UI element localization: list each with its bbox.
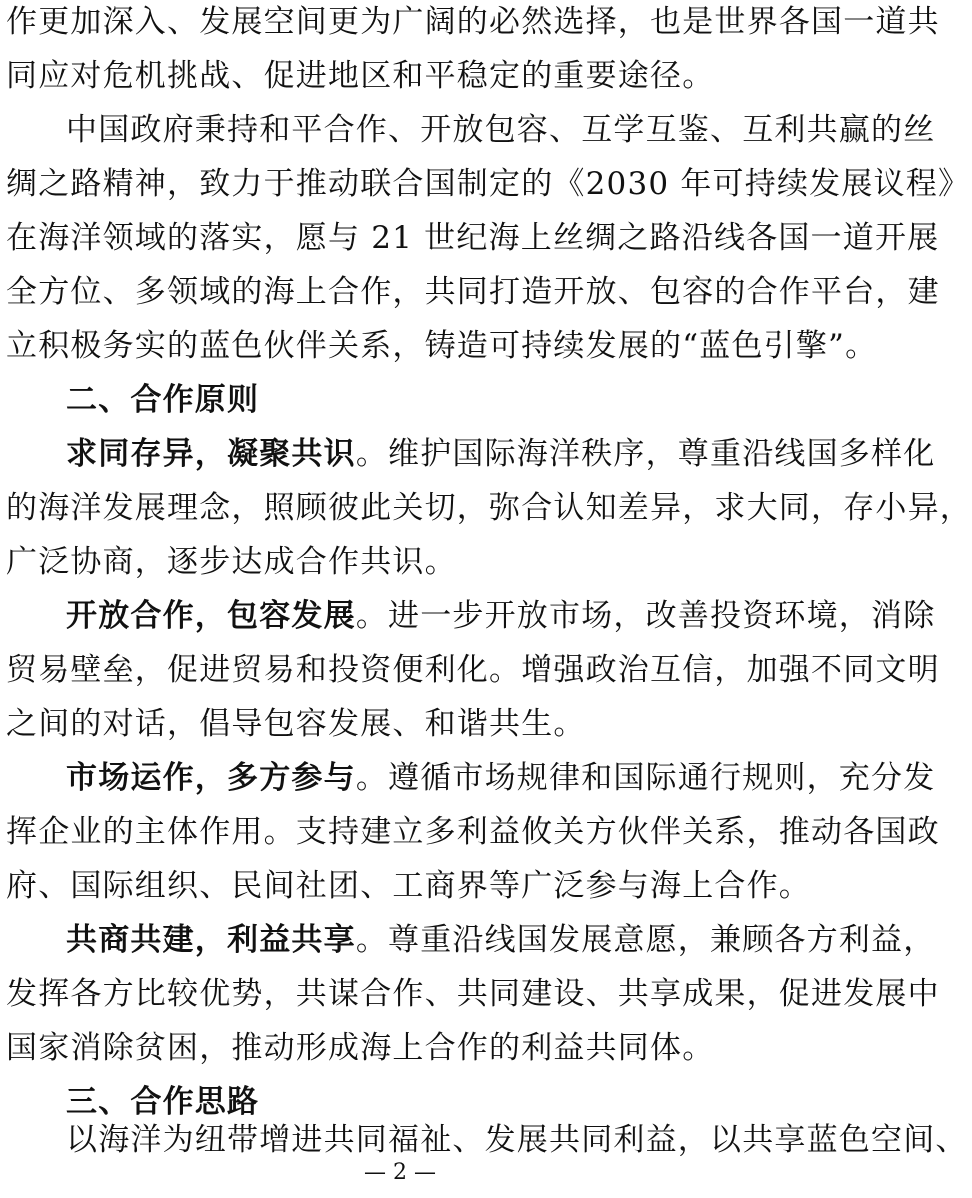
paragraph-line: 的海洋发展理念，照顾彼此关切，弥合认知差异，求大同，存小异，: [6, 490, 972, 526]
paragraph-text: 。遵循市场规律和国际通行规则，充分发: [355, 760, 936, 796]
paragraph-lead: 市场运作，多方参与: [66, 760, 356, 796]
paragraph-lead: 共商共建，利益共享: [66, 922, 356, 958]
paragraph-line: 绸之路精神，致力于推动联合国制定的《2030 年可持续发展议程》: [6, 166, 971, 202]
paragraph-line: 同应对危机挑战、促进地区和平稳定的重要途径。: [6, 58, 715, 94]
paragraph-line: 之间的对话，倡导包容发展、和谐共生。: [6, 706, 586, 742]
paragraph-line: 立积极务实的蓝色伙伴关系，铸造可持续发展的“蓝色引擎”。: [6, 328, 878, 364]
paragraph-line: 贸易壁垒，促进贸易和投资便利化。增强政治互信，加强不同文明: [6, 652, 940, 688]
paragraph-line: [66, 920, 936, 960]
paragraph-line: 在海洋领域的落实，愿与 21 世纪海上丝绸之路沿线各国一道开展: [6, 220, 940, 256]
paragraph-line: 发挥各方比较优势，共谋合作、共同建设、共享成果，促进发展中: [6, 976, 940, 1012]
page-number: — 2 —: [364, 1160, 436, 1185]
paragraph-line: [66, 434, 936, 474]
paragraph-line: 以海洋为纽带增进共同福祉、发展共同利益，以共享蓝色空间、: [66, 1122, 968, 1158]
paragraph-line: 广泛协商，逐步达成合作共识。: [6, 544, 457, 580]
paragraph-text: 。尊重沿线国发展意愿，兼顾各方利益，: [355, 922, 936, 958]
paragraph-text: 。维护国际海洋秩序，尊重沿线国多样化: [355, 436, 936, 472]
paragraph-line: 府、国际组织、民间社团、工商界等广泛参与海上合作。: [6, 868, 811, 904]
paragraph-line: 挥企业的主体作用。支持建立多利益攸关方伙伴关系，推动各国政: [6, 814, 940, 850]
paragraph-lead: 求同存异，凝聚共识: [66, 436, 356, 472]
section-heading: 三、合作思路: [66, 1084, 260, 1120]
section-heading: 二、合作原则: [66, 382, 260, 418]
paragraph-line: 中国政府秉持和平合作、开放包容、互学互鉴、互利共赢的丝: [66, 112, 936, 148]
paragraph-line: 全方位、多领域的海上合作，共同打造开放、包容的合作平台，建: [6, 274, 940, 310]
paragraph-line: 国家消除贫困，推动形成海上合作的利益共同体。: [6, 1030, 715, 1066]
paragraph-line: 作更加深入、发展空间更为广阔的必然选择，也是世界各国一道共: [6, 4, 940, 40]
paragraph-line: [66, 596, 936, 636]
paragraph-lead: 开放合作，包容发展: [66, 598, 356, 634]
paragraph-text: 。进一步开放市场，改善投资环境，消除: [355, 598, 936, 634]
paragraph-line: [66, 758, 936, 798]
